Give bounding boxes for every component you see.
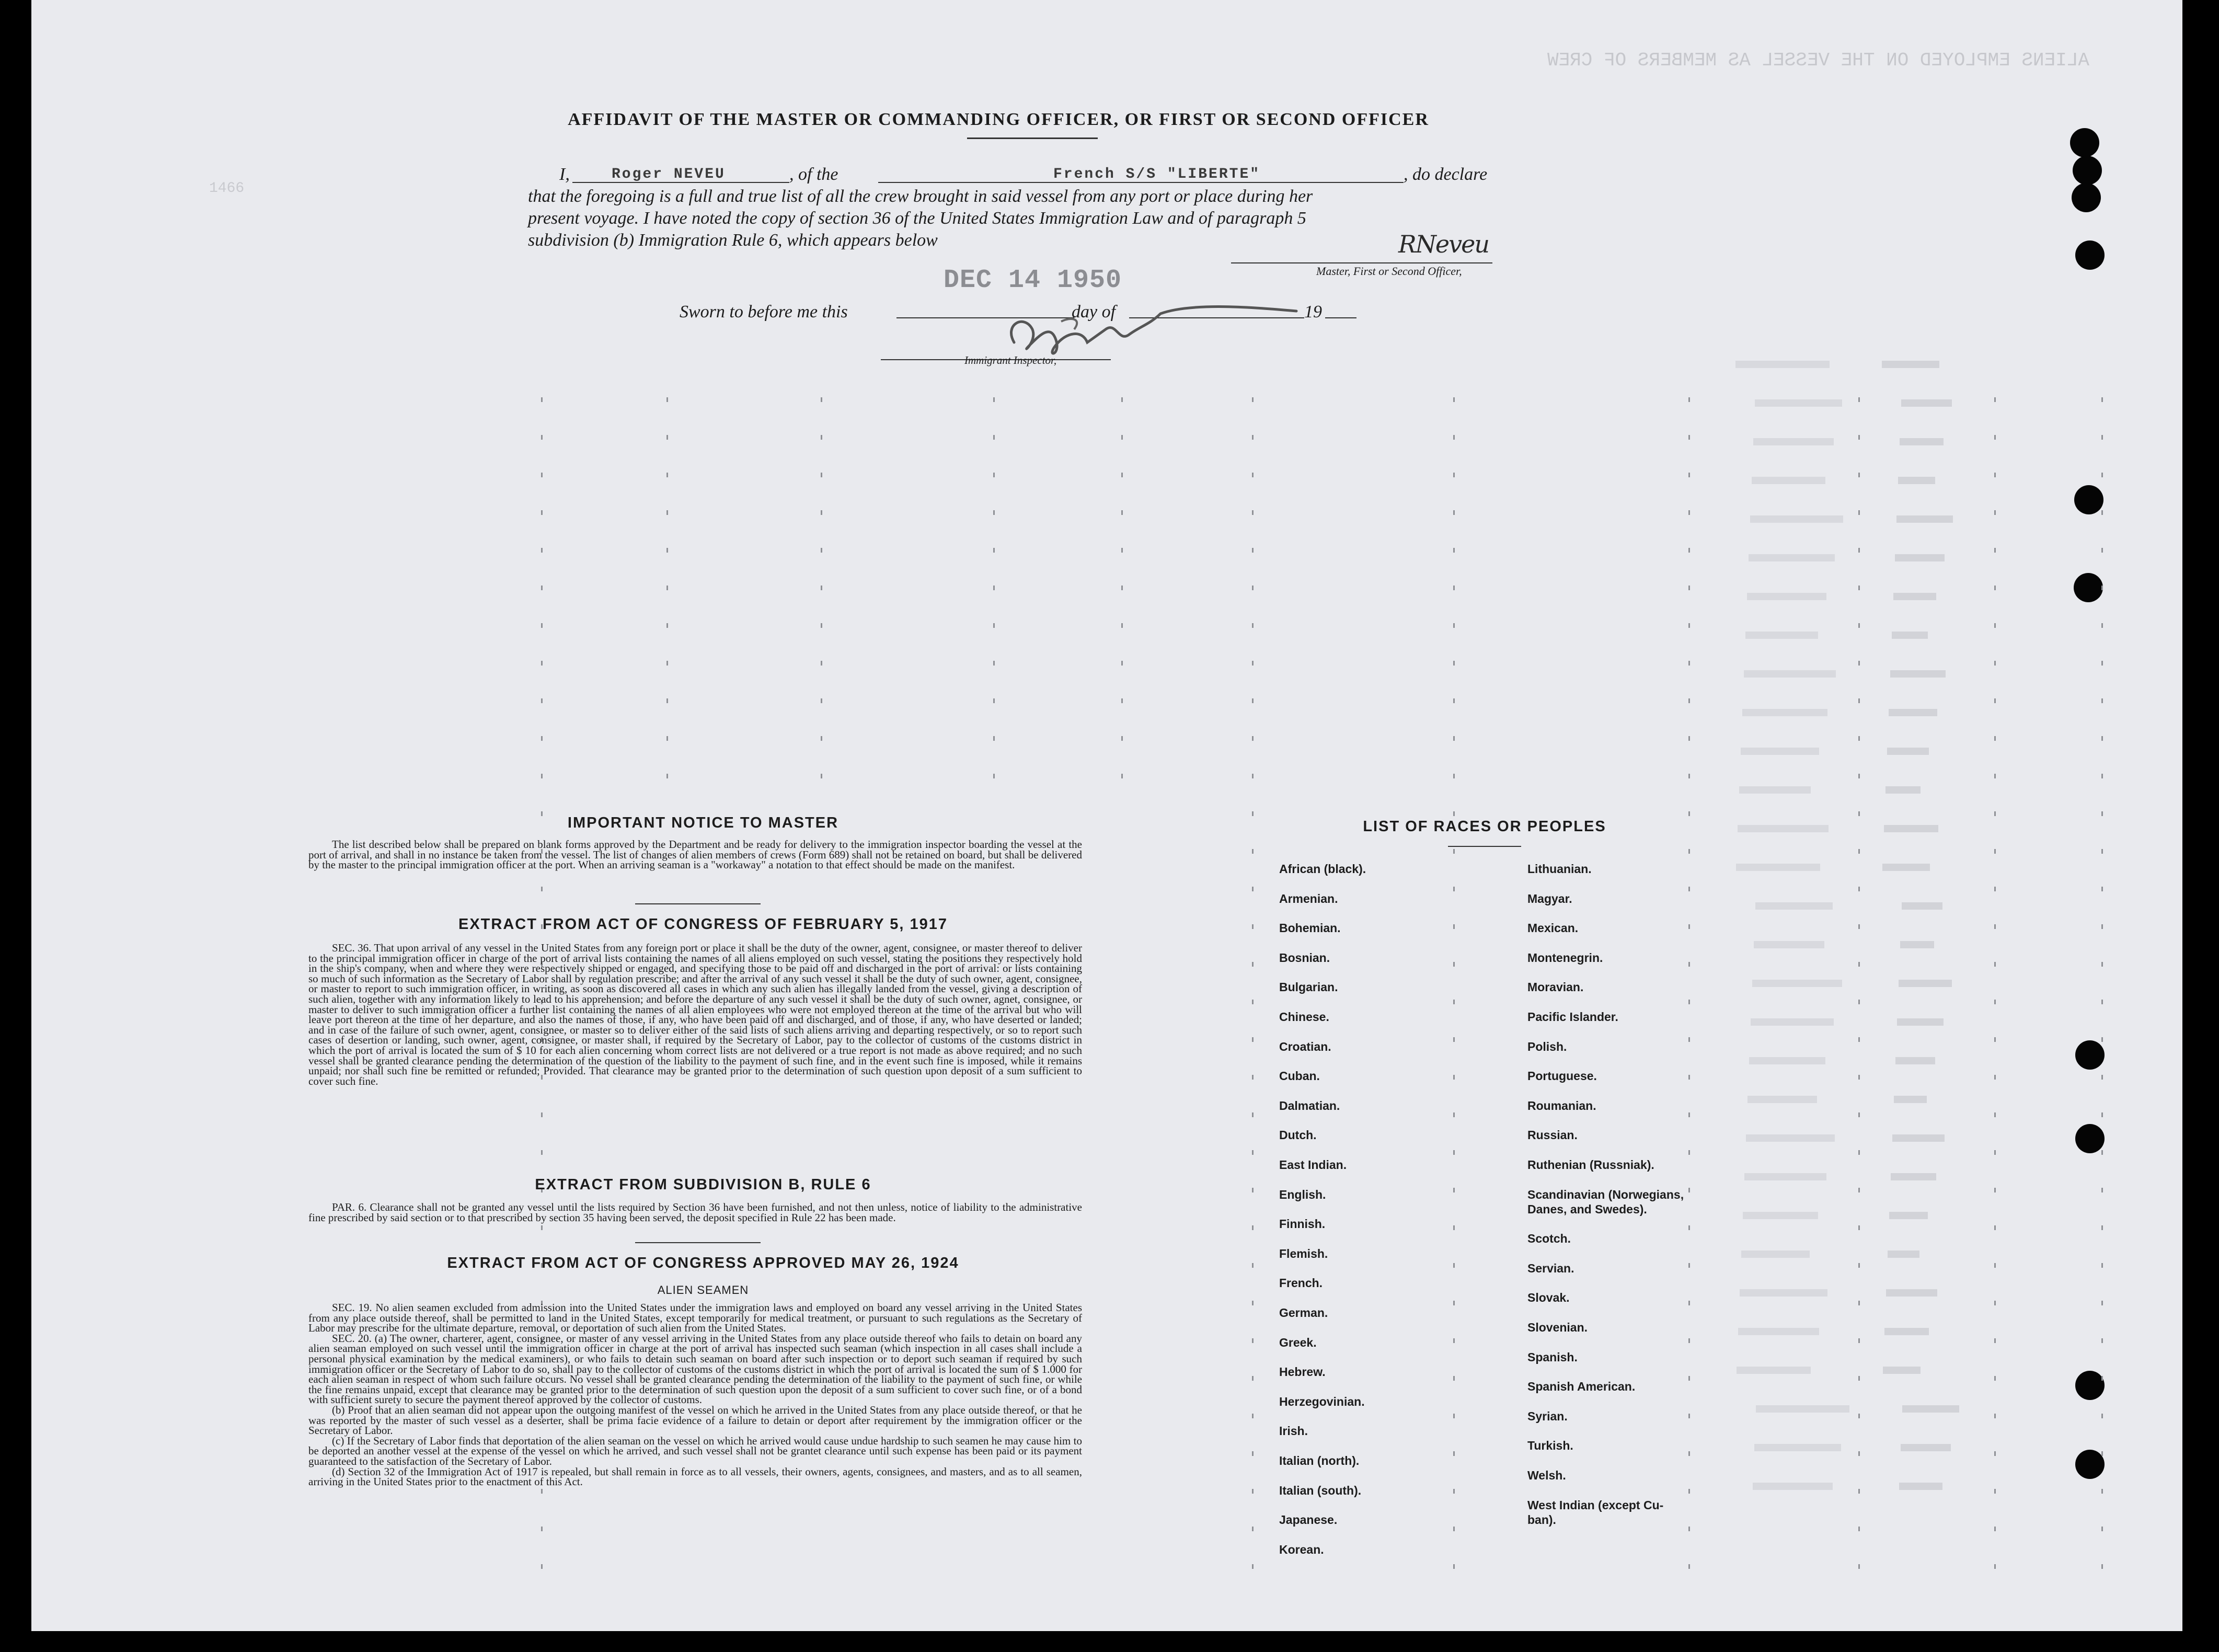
race-item: Italian (north). [1279,1454,1360,1467]
bleed-through-mark [1884,1328,1929,1335]
affidavit-line-1 [559,163,570,186]
bleed-through-number: 1466 [209,180,245,197]
race-item: Mexican. [1527,921,1579,935]
race-item: Lithuanian. [1527,862,1592,876]
bleed-through-mark [1744,670,1836,678]
sec-20a-paragraph: SEC. 20. (a) The owner, charterer, agent, consignee, or master of any vessel arriving in the United States from any place outside thereof who fails to detain on board any alien seaman employed on such vessel until the immigration officer in charge at the port of arrival has inspected such seaman (which inspection in all cases shall include a personal physical examination by the medical examiners), or who fails to detain such seaman on board after such inspection or to deport such seaman if required by such immigration officer or the Secretary of Labor to do so, shall pay to the collector of customs of the customs district in which the port of arrival is located the sum of $ 1.000 for each alien seaman in respect of whom such failure occurs. No vessel shall be granted clearance pending the determination of the liability to the payment of such fine, or while the fine remains unpaid, except that clearance may be granted prior to the determination of such question upon the deposit of a sum sufficient to cover such fine, or of a bond with sufficient surety to secure the payment thereof approved by the collector of customs. [308,1332,1082,1406]
race-item: Roumanian. [1527,1098,1596,1112]
notice-text: The list described below shall be prepared on blank forms approved by the Department and be ready for delivery to the immigration inspector boarding the vessel at the port of arrival, and shall in no instance be taken from the vessel. The list of changes of alien members of crews (Form 689) shall not be retained on board, but shall be delivered by the master to the principal immigration officer at the port. When an arriving seaman is a "workaway" a notation to that effect should be made on the manifest. [308,838,1082,871]
extract-1924-title: EXTRACT FROM ACT OF CONGRESS APPROVED MAY 26, 1924 [447,1255,959,1271]
race-item: German. [1279,1306,1328,1320]
signer-title: Master, First or Second Officer, [1316,265,1462,278]
race-item: Greek. [1279,1335,1317,1349]
race-item: Bohemian. [1279,921,1341,935]
bleed-through-mark [1889,709,1937,716]
signature-blank [1231,262,1492,263]
inspector-title: Immigrant Inspector, [964,354,1057,366]
punch-hole [2074,573,2103,602]
bleed-through-mark [1753,438,1834,445]
bleed-through-mark [1747,593,1826,600]
races-title-rule [1448,846,1521,847]
bleed-through-mark [1902,902,1942,910]
extract-1917-title: EXTRACT FROM ACT OF CONGRESS OF FEBRUARY 5, 1917 [458,916,948,933]
punch-hole [2075,1124,2105,1153]
bleed-through-mark [1898,477,1935,484]
race-item: Dutch. [1279,1128,1317,1142]
bleed-through-mark [1885,786,1921,794]
punch-hole [2073,156,2102,185]
bleed-through-mark [1901,399,1952,407]
bleed-through-mark [1902,1405,1959,1413]
punch-hole [2075,240,2105,270]
bleed-through-mark [1752,980,1842,987]
race-item: Spanish American. [1527,1380,1636,1394]
bleed-through-mark [1752,477,1825,484]
race-item: Scotch. [1527,1232,1571,1246]
sec-20c-paragraph: (c) If the Secretary of Labor finds that deportation of the alien seaman on the vessel on which he arrived would cause undue hardship to such seamen he may cause him to be deported an another vessel at the expense of the vessel on which he arrived, and such vessel shall not be grantet clearance until such expense has been paid or its payment guaranteed to the satisfaction of the Secretary of Labor. [308,1434,1082,1467]
race-item: Dalmatian. [1279,1098,1340,1112]
bleed-through-mark [1750,515,1843,523]
bleed-through-mark [1883,1367,1921,1374]
race-item: Slovenian. [1527,1321,1588,1334]
bleed-through-mark [1754,941,1824,948]
race-item: Pacific Islander. [1527,1010,1618,1024]
bleed-through-mark [1882,361,1939,368]
race-item: Armenian. [1279,891,1338,905]
bleed-through-mark [1751,1018,1834,1026]
title-rule [967,137,1098,139]
rule6-text: PAR. 6. Clearance shall not be granted any vessel until the lists required by Section 36 have been furnished, and not then unless, notice of liability to the administrative fine prescribed by said section or to that prescribed by section 35 having been served, the deposit specified in Rule 22 has been made. [308,1201,1082,1224]
bleed-through-mark [1892,1134,1945,1142]
bleed-through-mark [1882,864,1930,871]
race-item: Scandinavian (Norwegians, [1527,1187,1684,1201]
bleed-through-mark [1901,1444,1951,1451]
race-item: Irish. [1279,1424,1308,1438]
bleed-through-mark [1741,1251,1810,1258]
bleed-through-mark [1895,554,1945,561]
punch-hole [2075,1040,2105,1070]
bleed-through-mark [1737,1367,1811,1374]
bleed-through-mark [1887,748,1929,755]
year-prefix: 19 [1304,302,1322,322]
race-item: Montenegrin. [1527,950,1603,965]
races-title: LIST OF RACES OR PEOPLES [1363,818,1606,835]
bleed-through-mark [1890,670,1946,678]
race-item: Ruthenian (Russniak). [1527,1158,1654,1172]
bleed-through-mark [1756,1405,1849,1413]
bleed-through-mark [1896,515,1953,523]
bleed-through-header: ALIENS EMPLOYED ON THE VESSEL AS MEMBERS OF CREW [1547,50,2089,71]
year-blank [1325,317,1356,318]
affidavit-of-the: , of the [789,165,838,184]
bleed-through-mark [1891,1173,1936,1180]
race-item: Russian. [1527,1128,1578,1142]
race-item: Cuban. [1279,1069,1320,1083]
extract-1924-body [308,1303,1082,1487]
bleed-through-mark [1741,748,1819,755]
master-name: Roger NEVEU [612,166,726,182]
affidavit-title: AFFIDAVIT OF THE MASTER OR COMMANDING OFFICER, OR FIRST OR SECOND OFFICER [568,110,1429,129]
race-item: African (black). [1279,862,1366,876]
race-item: English. [1279,1187,1326,1201]
bleed-through-mark [1889,1212,1928,1219]
bleed-through-mark [1745,632,1818,639]
race-item: West Indian (except Cu- [1527,1498,1664,1512]
bleed-through-mark [1739,786,1811,794]
race-item: Servian. [1527,1261,1574,1275]
race-item: Welsh. [1527,1469,1566,1482]
vessel-name: French S/S "LIBERTE" [1053,166,1261,182]
affidavit-do-declare: , do declare [1404,165,1488,184]
race-item: French. [1279,1276,1323,1290]
notice-title: IMPORTANT NOTICE TO MASTER [567,814,839,831]
race-item: Bulgarian. [1279,980,1338,994]
race-item: Danes, and Swedes). [1527,1202,1647,1216]
bleed-through-mark [1749,554,1835,561]
rule6-title: EXTRACT FROM SUBDIVISION B, RULE 6 [535,1176,871,1193]
bleed-through-mark [1886,1289,1937,1297]
race-item: Moravian. [1527,980,1584,994]
bleed-through-mark [1746,1134,1835,1142]
section-rule [635,1242,761,1243]
bleed-through-mark [1755,399,1842,407]
punch-hole [2074,485,2103,514]
bleed-through-mark [1755,902,1833,910]
bleed-through-mark [1892,632,1928,639]
punch-hole [2072,183,2101,212]
race-item: Chinese. [1279,1010,1329,1024]
bleed-through-mark [1747,1096,1817,1103]
race-item: Slovak. [1527,1291,1570,1305]
punch-hole [2070,128,2099,157]
affidavit-line-4: subdivision (b) Immigration Rule 6, which appears below [528,231,938,250]
bleed-through-mark [1742,709,1827,716]
affidavit-i: I, [559,165,570,184]
affidavit-line-2: that the foregoing is a full and true list of all the crew brought in said vessel from any port or place during her [528,187,1313,206]
bleed-through-mark [1753,1483,1833,1490]
bleed-through-mark [1744,1173,1826,1180]
race-item: Italian (south). [1279,1483,1362,1497]
race-item: Finnish. [1279,1217,1326,1231]
race-item: Japanese. [1279,1513,1338,1527]
bleed-through-mark [1899,980,1952,987]
punch-hole [2075,1371,2105,1400]
bleed-through-mark [1743,1212,1818,1219]
race-item: Bosnian. [1279,950,1330,965]
race-item: Polish. [1527,1039,1567,1053]
bleed-through-mark [1738,1328,1819,1335]
race-item: ban). [1527,1512,1556,1527]
race-item: Syrian. [1527,1409,1568,1423]
bleed-through-mark [1740,1289,1827,1297]
section-rule [635,903,761,904]
race-item: Korean. [1279,1542,1324,1556]
bleed-through-mark [1897,1018,1944,1026]
race-item: Hebrew. [1279,1365,1326,1379]
bleed-through-mark [1735,361,1830,368]
sec-19-paragraph: SEC. 19. No alien seamen excluded from admission into the United States under the immigration laws and employed on board any vessel arriving in the United States from any place outside thereof, shall be permitted to land in the United States, except temporarily for medical treatment, or pursuant to such regulations as the Secretary of Labor may prescribe for the ultimate departure, removal, or deportation of such alien from the United States. [308,1301,1082,1335]
bleed-through-mark [1899,1483,1942,1490]
bleed-through-mark [1888,1251,1919,1258]
sec-20d-paragraph: (d) Section 32 of the Immigration Act of 1917 is repealed, but shall remain in force as to all vessels, their owners, agents, consignees, and masters, and as to all seamen, arriving in the United States prior to the enactment of this Act. [308,1465,1082,1488]
bleed-through-mark [1754,1444,1841,1451]
race-item: Portuguese. [1527,1069,1597,1083]
sec-20b-paragraph: (b) Proof that an alien seaman did not appear upon the outgoing manifest of the vessel on which he arrived in the United States from any place outside thereof, or that he was reported by the master of such vessel as a deserter, shall be prima facie evidence of a failure to detain or deport after requirement by the immigration officer or the Secretary of Labor. [308,1403,1082,1437]
bleed-through-mark [1749,1057,1825,1064]
race-item: Spanish. [1527,1350,1578,1364]
bleed-through-mark [1893,593,1936,600]
alien-seamen-subtitle: ALIEN SEAMEN [657,1283,749,1297]
race-item: Flemish. [1279,1246,1328,1260]
bleed-through-mark [1884,825,1938,832]
bleed-through-mark [1736,864,1820,871]
document-page [31,0,2182,1631]
bleed-through-mark [1894,1096,1927,1103]
race-item: Herzegovinian. [1279,1394,1365,1408]
bleed-through-mark [1895,1057,1935,1064]
bleed-through-mark [1900,941,1934,948]
master-signature: RNeveu [1398,230,1489,258]
date-stamp: DEC 14 1950 [944,266,1122,295]
race-item: Turkish. [1527,1439,1573,1453]
extract-1917-text: SEC. 36. That upon arrival of any vessel in the United States from any foreign port or place it shall be the duty of the owner, agent, consignee, or master thereof to deliver to the principal immigration officer in charge of the port of arrival lists containing the names of all aliens employed on such vessel, stating the positions they respectively hold in the ship's company, when and where they were respectively shipped or engaged, and specifying those to be paid off and discharged in the port of arrival: or lists containing so much of such information as the Secretary of Labor shall by regulation prescribe; and after the arrival of any such vessel it shall be the duty of such owner, agent, consignee, or master to report to such immigration officer, in writing, as soon as discovered all cases in which any such alien has illegally landed from the vessel, giving a description of such alien, together with any information likely to lead to his apprehension; and before the departure of any such vessel it shall be the duty of such owner, agnet, consignee, or master to deliver to such immigration officer a further list containing the names of all alien employees who were not employed thereon at the time of the arrival but who will leave port thereon at the time of her departure, and also the names of those, if any, who have been paid off and discharged, and of those, if any, who have deserted or landed; and in case of the failure of such owner, agent, consignee, or master so to deliver either of the said lists of such aliens arriving and departing respectively, or so to report such cases of desertion or landing, such owner, agent, consignee, or master shall, if required by the Secretary of Labor, pay to the collector of customs of the customs district in which the port of arrival is located the sum of $ 10 for each alien concerning whom correct lists are not delivered or a true report is not made as above required; and no such vessel shall be granted clearance pending the determination of the question of the liability to the payment of such fine, and in the event such fine is imposed, while it remains unpaid; nor shall such fine be remitted or refunded; Provided. That clearance may be granted prior to the determination of such question upon deposit of a sum sufficient to cover such fine. [308,942,1082,1087]
race-item: Croatian. [1279,1039,1331,1053]
affidavit-line-3: present voyage. I have noted the copy of section 36 of the United States Immigration Law and of paragraph 5 [528,209,1306,228]
race-item: Magyar. [1527,891,1572,905]
day-of: day of [1072,302,1116,322]
bleed-through-mark [1738,825,1829,832]
race-item: East Indian. [1279,1158,1347,1172]
bleed-through-mark [1900,438,1944,445]
sworn-before-me: Sworn to before me this [680,302,848,322]
punch-hole [2075,1450,2105,1479]
